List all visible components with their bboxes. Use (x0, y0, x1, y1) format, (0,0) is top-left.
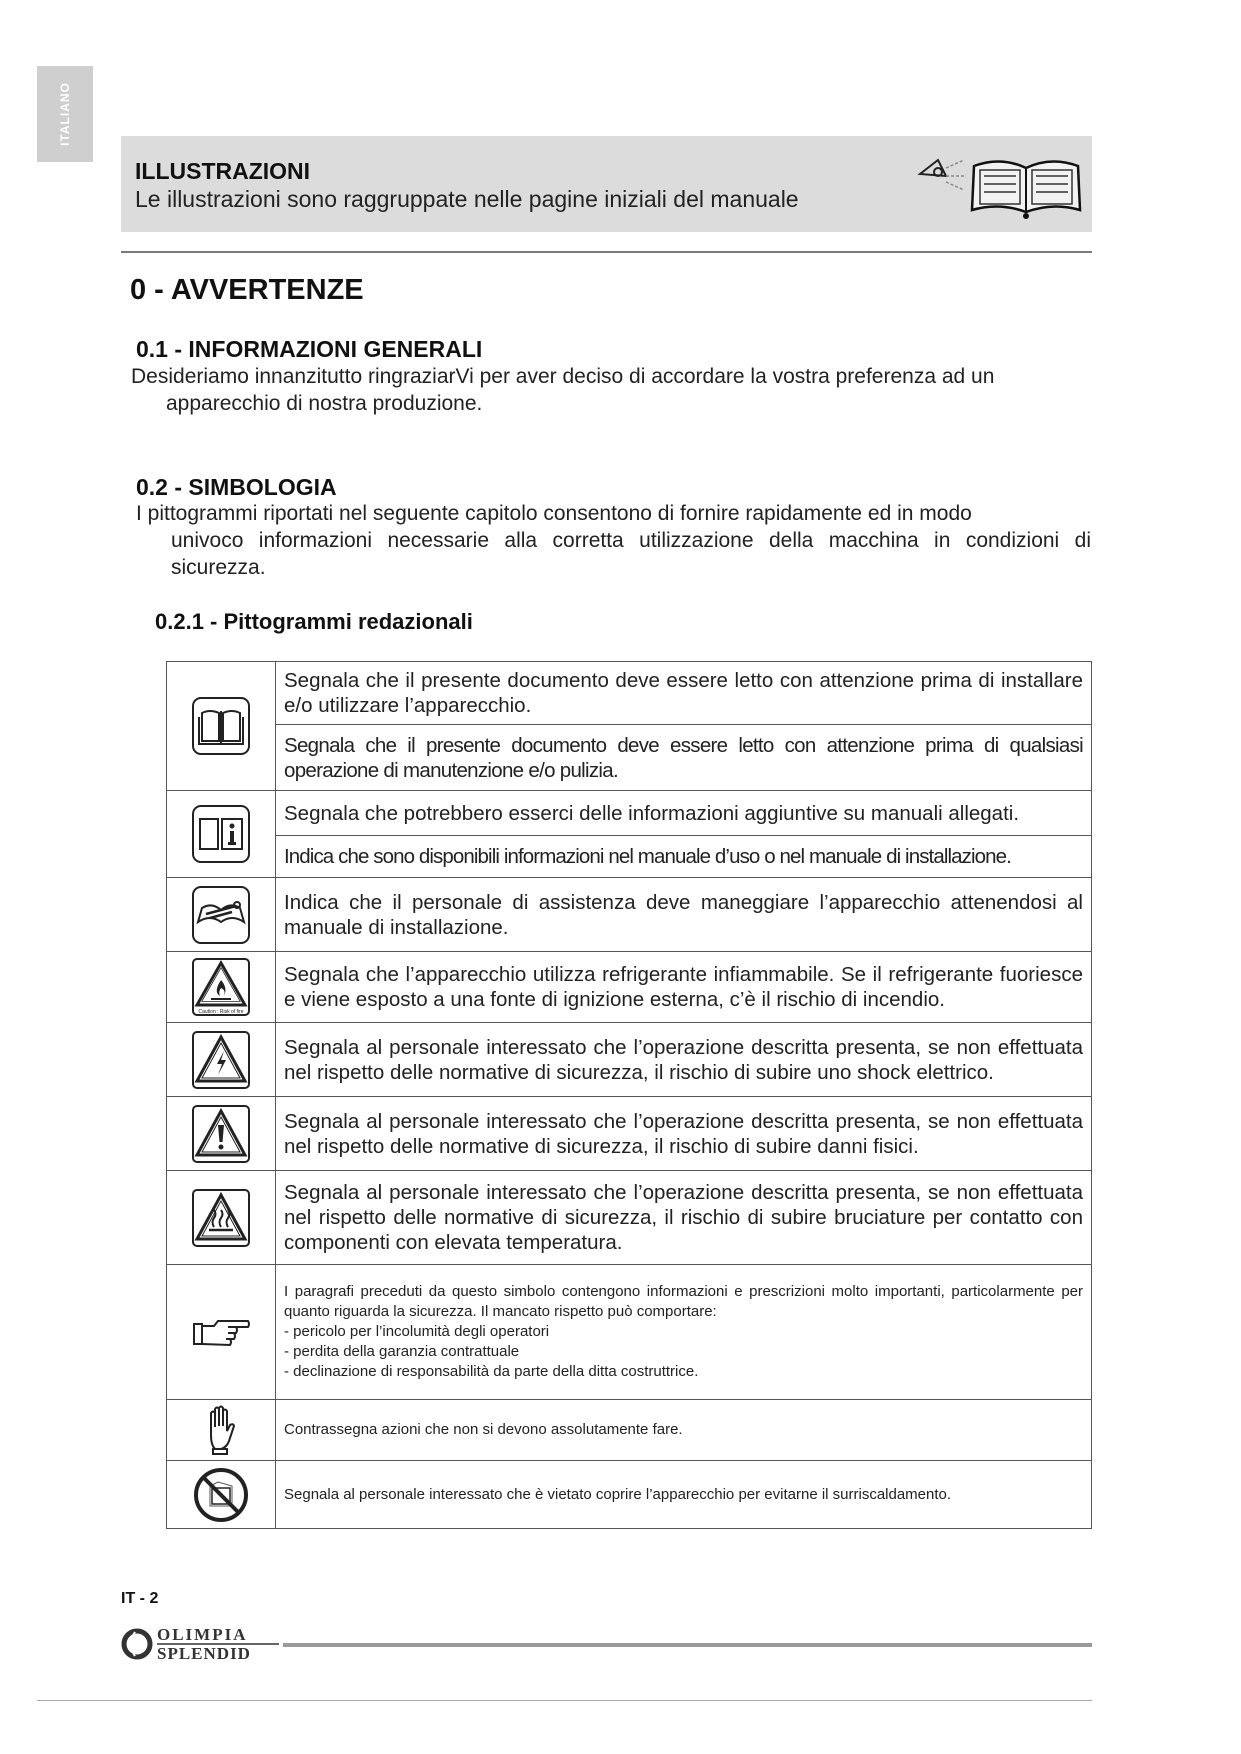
icon-cell (167, 1265, 276, 1400)
important-intro: I paragrafi preceduti da questo simbolo contengono informazioni e prescrizioni molto importanti, particolarmente per quanto riguarda la sicurezza. Il mancato rispetto può comportare: (284, 1283, 1083, 1320)
icon-cell (167, 1171, 276, 1265)
section-title-avvertenze: 0 - AVVERTENZE (130, 274, 364, 306)
section-title-pittogrammi: 0.2.1 - Pittogrammi redazionali (155, 609, 473, 634)
pictogram-text: Segnala che il presente documento deve essere letto con attenzione prima di qualsiasi operazione di manutenzione e/o pulizia. (276, 725, 1092, 791)
page-bottom-rule (37, 1700, 1092, 1701)
table-row (167, 1171, 1092, 1265)
table-row (167, 1097, 1092, 1171)
read-manual-icon (190, 695, 252, 757)
logo-line-2: SPLENDID (157, 1644, 251, 1663)
service-manual-icon (190, 884, 252, 946)
section-title-informazioni-generali: 0.1 - INFORMAZIONI GENERALI (136, 336, 483, 362)
hot-surface-icon (190, 1187, 252, 1249)
electric-shock-icon (190, 1029, 252, 1091)
pictogram-text: Segnala che il presente documento deve essere letto con attenzione prima di installare e/o utilizzare l’apparecchio. (276, 662, 1092, 725)
informazioni-generali-text (131, 363, 1081, 417)
pictogram-text: Indica che sono disponibili informazioni nel manuale d’uso o nel manuale di installazione. (276, 836, 1092, 878)
illustrations-banner (121, 136, 1092, 232)
icon-cell (167, 1023, 276, 1097)
table-row (167, 1265, 1092, 1400)
pictogram-text: Contrassegna azioni che non si devono assolutamente fare. (276, 1400, 1092, 1461)
header-divider (121, 251, 1092, 253)
banner-title: ILLUSTRAZIONI (135, 158, 311, 184)
table-row (167, 836, 1092, 878)
important-cell (276, 1265, 1092, 1400)
footer-rule (283, 1643, 1092, 1647)
important-item: - declinazione di responsabilità da parte della ditta costruttrice. (284, 1363, 699, 1380)
icon-cell (167, 1400, 276, 1461)
no-cover-icon (192, 1466, 250, 1524)
simbologia-line-2: univoco informazioni necessarie alla corretta utilizzazione della macchina in condizioni di sicurezza. (171, 529, 1091, 579)
table-row (167, 791, 1092, 836)
pictogram-text: Segnala che l’apparecchio utilizza refrigerante infiammabile. Se il refrigerante fuoriesce e viene esposto a una fonte di ignizione esterna, c’è il rischio di incendio. (276, 952, 1092, 1023)
pictogram-text: Segnala al personale interessato che l’operazione descritta presenta, se non effettuata nel rispetto delle normative di sicurezza, il rischio di subire uno shock elettrico. (276, 1023, 1092, 1097)
language-tab-label: ITALIANO (58, 82, 72, 146)
open-book-illustration-icon (916, 146, 1086, 226)
info-manual-icon (190, 803, 252, 865)
flammable-caption: Caution : Risk of fire (198, 1009, 244, 1015)
table-row (167, 1461, 1092, 1529)
pictograms-table (166, 661, 1092, 1529)
pictogram-text: Segnala che potrebbero esserci delle informazioni aggiuntive su manuali allegati. (276, 791, 1092, 836)
important-item: - perdita della garanzia contrattuale (284, 1343, 520, 1360)
icon-cell (167, 1461, 276, 1529)
page-number: IT - 2 (121, 1590, 159, 1607)
table-row (167, 952, 1092, 1023)
icon-cell (167, 952, 276, 1023)
flammable-refrigerant-icon (190, 956, 252, 1018)
warning-danger-icon (190, 1103, 252, 1165)
table-row (167, 725, 1092, 791)
table-row (167, 662, 1092, 725)
stop-hand-icon (201, 1405, 241, 1455)
pictogram-text: Segnala al personale interessato che l’operazione descritta presenta, se non effettuata nel rispetto delle normative di sicurezza, il rischio di subire bruciature per contatto con componenti con elevata temperatura. (276, 1171, 1092, 1265)
informazioni-line-1: Desideriamo innanzitutto ringraziarVi per aver deciso di accordare la vostra preferenza ad un (131, 365, 995, 388)
table-row (167, 1023, 1092, 1097)
pictogram-text: Segnala al personale interessato che l’operazione descritta presenta, se non effettuata nel rispetto delle normative di sicurezza, il rischio di subire danni fisici. (276, 1097, 1092, 1171)
informazioni-line-2: apparecchio di nostra produzione. (166, 392, 483, 415)
pictogram-text: Segnala al personale interessato che è vietato coprire l’apparecchio per evitarne il surriscaldamento. (276, 1461, 1092, 1529)
icon-cell (167, 1097, 276, 1171)
banner-subtitle: Le illustrazioni sono raggruppate nelle pagine iniziali del manuale (135, 186, 799, 212)
icon-cell (167, 791, 276, 878)
section-title-simbologia: 0.2 - SIMBOLOGIA (136, 474, 337, 500)
language-tab (37, 66, 93, 162)
icon-cell (167, 662, 276, 791)
olimpia-splendid-logo (121, 1620, 281, 1664)
simbologia-line-1: I pittogrammi riportati nel seguente capitolo consentono di fornire rapidamente ed in modo (136, 502, 972, 525)
icon-cell (167, 878, 276, 952)
important-item: - pericolo per l’incolumità degli operatori (284, 1323, 550, 1340)
pictogram-text: Indica che il personale di assistenza deve maneggiare l’apparecchio attenendosi al manuale di installazione. (276, 878, 1092, 952)
table-row (167, 1400, 1092, 1461)
logo-line-1: OLIMPIA (157, 1625, 248, 1644)
table-row (167, 878, 1092, 952)
pointing-hand-icon (190, 1312, 252, 1352)
simbologia-text (136, 500, 1091, 581)
